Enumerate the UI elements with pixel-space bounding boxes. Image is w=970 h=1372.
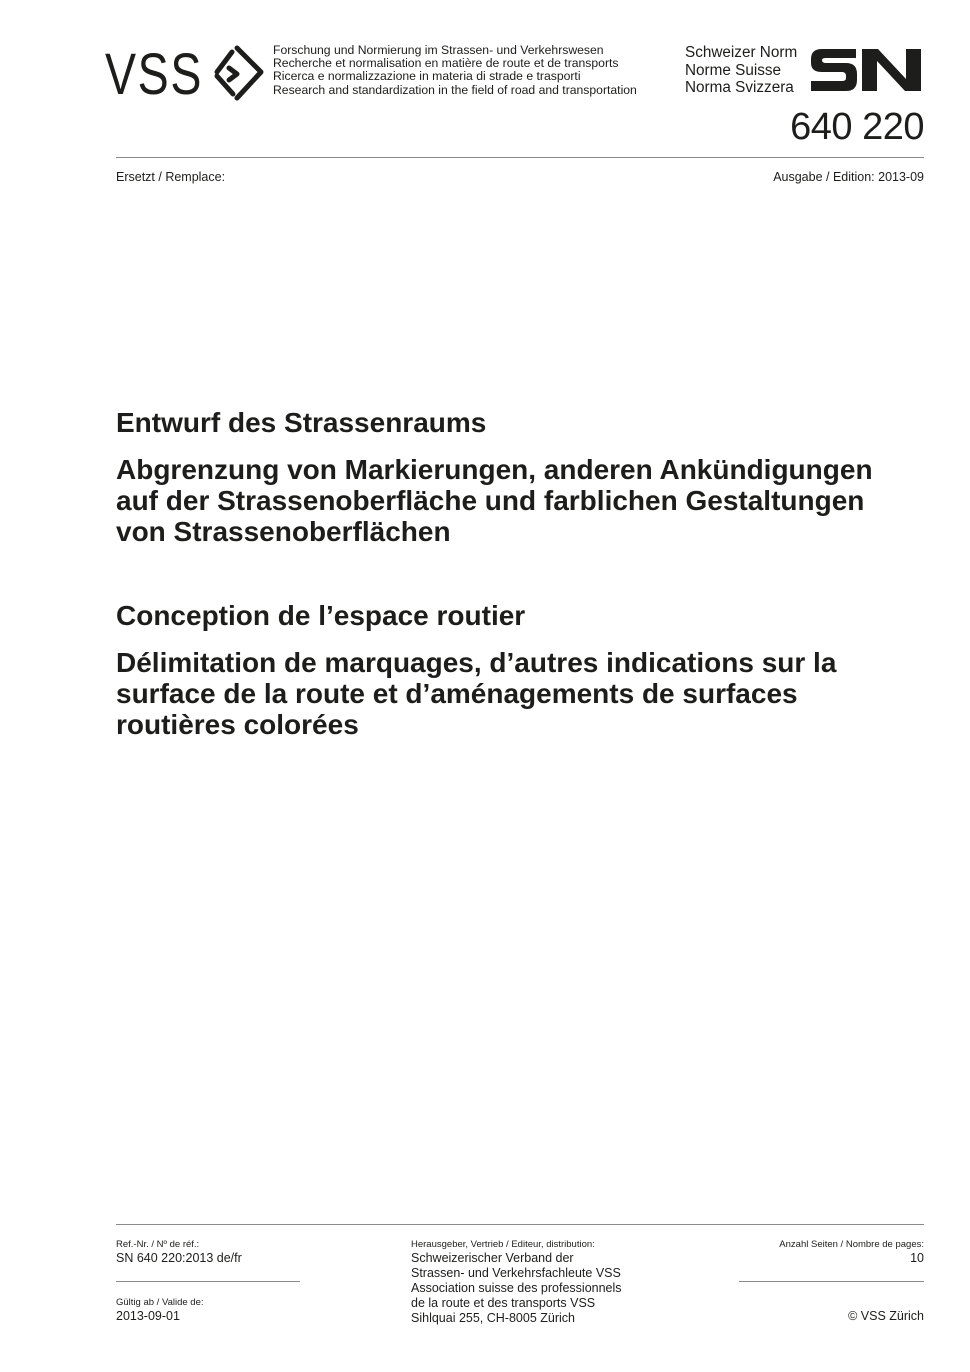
header-divider: [116, 157, 924, 158]
pages-label: Anzahl Seiten / Nombre de pages:: [779, 1239, 924, 1250]
norm-name-it: Norma Svizzera: [685, 79, 794, 96]
ref-value: SN 640 220:2013 de/fr: [116, 1251, 242, 1265]
title-de-main: Entwurf des Strassenraums: [116, 407, 487, 438]
norm-names: [685, 44, 797, 97]
edition-label: Ausgabe / Edition: 2013-09: [773, 170, 924, 184]
title-fr-sub-line-2: surface de la route et d’aménagements de surfaces: [116, 678, 798, 709]
title-fr-sub-line-3: routières colorées: [116, 709, 359, 740]
sn-logo: [808, 45, 924, 94]
tagline-fr: Recherche et normalisation en matière de route et de transports: [273, 56, 619, 71]
valid-label: Gültig ab / Valide de:: [116, 1297, 204, 1308]
ref-divider: [116, 1281, 300, 1282]
publisher-line: Association suisse des professionnels: [411, 1281, 622, 1295]
publisher-line: Strassen- und Verkehrsfachleute VSS: [411, 1266, 621, 1280]
norm-number: 640 220: [790, 106, 924, 148]
copyright: © VSS Zürich: [848, 1309, 924, 1323]
publisher-line: Schweizerischer Verband der: [411, 1251, 574, 1265]
vss-logo: [105, 42, 267, 104]
norm-name-de: Schweizer Norm: [685, 44, 798, 61]
tagline-de: Forschung und Normierung im Strassen- und Verkehrswesen: [273, 43, 604, 57]
title-fr-sub-line-1: Délimitation de marquages, d’autres indications sur la: [116, 647, 837, 678]
title-de: [116, 407, 936, 547]
tagline-en: Research and standardization in the field of road and transportation: [273, 82, 637, 97]
valid-value: 2013-09-01: [116, 1309, 180, 1323]
publisher-label: Herausgeber, Vertrieb / Editeur, distribution:: [411, 1239, 595, 1250]
pages-value: 10: [910, 1251, 924, 1265]
pages-divider: [739, 1281, 924, 1282]
title-de-sub-line-1: Abgrenzung von Markierungen, anderen Ankündigungen: [116, 454, 873, 485]
tagline-it: Ricerca e normalizzazione in materia di strade e trasporti: [273, 69, 581, 84]
publisher-address: [411, 1251, 622, 1326]
title-fr: [116, 600, 936, 740]
title-fr-main: Conception de l’espace routier: [116, 600, 526, 631]
ref-label: Ref.-Nr. / Nº de réf.:: [116, 1239, 200, 1250]
footer-divider: [116, 1224, 924, 1225]
replaces-label: Ersetzt / Remplace:: [116, 170, 226, 184]
publisher-line: de la route et des transports VSS: [411, 1296, 596, 1310]
norm-name-fr: Norme Suisse: [685, 61, 782, 79]
vss-taglines: [273, 44, 637, 97]
svg-text:VSS: VSS: [105, 42, 203, 104]
publisher-line: Sihlquai 255, CH-8005 Zürich: [411, 1311, 575, 1325]
title-de-sub-line-3: von Strassenoberflächen: [116, 516, 451, 547]
title-de-sub-line-2: auf der Strassenoberfläche und farblichen Gestaltungen: [116, 485, 865, 516]
